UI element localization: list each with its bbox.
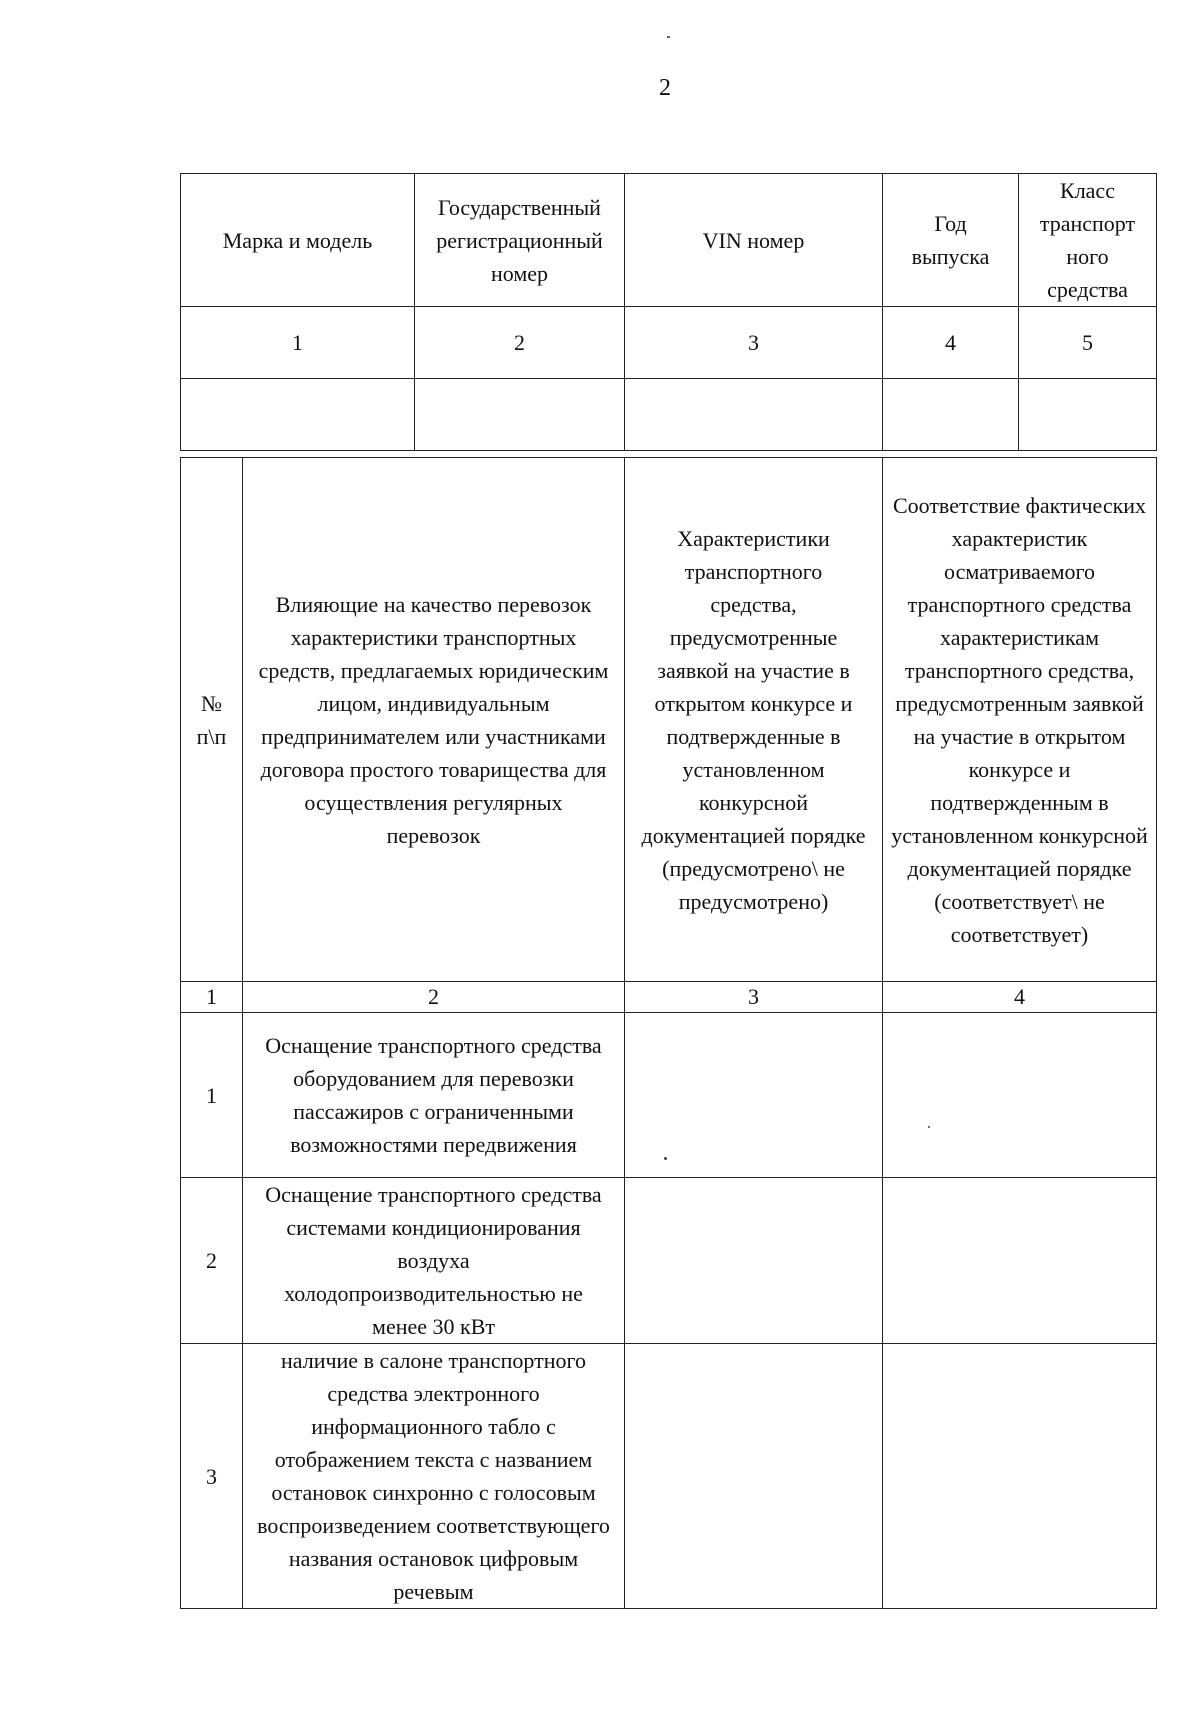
scan-dot [928, 1126, 930, 1128]
characteristics-number-row [181, 982, 1157, 1013]
column-number: 4 [883, 307, 1019, 379]
characteristic-text: Оснащение транспортного средства системами кондиционирования воздуха холодопроизводительностью не менее 30 кВт [243, 1178, 625, 1344]
characteristics-header-row [181, 458, 1157, 982]
header-provided-characteristics: Характеристики транспортного средства, предусмотренные заявкой на участие в открытом конкурсе и подтвержденные в установленном конкурсной документацией порядке (предусмотрено\ не предусмотрено) [625, 458, 883, 982]
table-row [181, 1178, 1157, 1344]
vehicle-table [180, 173, 1157, 451]
column-number: 5 [1019, 307, 1157, 379]
provided-cell [625, 1178, 883, 1344]
scan-dot [664, 1157, 667, 1160]
vehicle-table-blank-row [181, 379, 1157, 451]
blank-cell [625, 379, 883, 451]
compliance-cell [883, 1013, 1157, 1178]
provided-cell [625, 1344, 883, 1609]
table-row [181, 1013, 1157, 1178]
column-number: 2 [415, 307, 625, 379]
scan-speck [667, 36, 670, 38]
compliance-cell [883, 1178, 1157, 1344]
blank-cell [415, 379, 625, 451]
vehicle-table-header-row [181, 174, 1157, 307]
page-number: 2 [659, 75, 671, 101]
vehicle-table-number-row [181, 307, 1157, 379]
characteristics-table [180, 457, 1157, 1609]
compliance-cell [883, 1344, 1157, 1609]
header-registration-number: Государственный регистрационный номер [415, 174, 625, 307]
provided-cell [625, 1013, 883, 1178]
column-number: 4 [883, 982, 1157, 1013]
characteristic-text: наличие в салоне транспортного средства электронного информационного табло с отображением текста с названием остановок синхронно с голосовым воспроизведением соответствующего названия остановок цифровым речевым [243, 1344, 625, 1609]
header-year: Год выпуска [883, 174, 1019, 307]
header-compliance: Соответствие фактических характеристик осматриваемого транспортного средства характеристикам транспортного средства, предусмотренным заявкой на участие в открытом конкурсе и подтвержденным в установленном конкурсной документацией порядке (соответствует\ не соответствует) [883, 458, 1157, 982]
header-influencing-characteristics: Влияющие на качество перевозок характеристики транспортных средств, предлагаемых юридическим лицом, индивидуальным предпринимателем или участниками договора простого товарищества для осуществления регулярных перевозок [243, 458, 625, 982]
blank-cell [883, 379, 1019, 451]
row-number: 3 [181, 1344, 243, 1609]
header-vin: VIN номер [625, 174, 883, 307]
header-make-model: Марка и модель [181, 174, 415, 307]
column-number: 3 [625, 982, 883, 1013]
table-row [181, 1344, 1157, 1609]
column-number: 1 [181, 982, 243, 1013]
header-row-number: № п\п [181, 458, 243, 982]
row-number: 1 [181, 1013, 243, 1178]
blank-cell [1019, 379, 1157, 451]
characteristic-text: Оснащение транспортного средства оборудованием для перевозки пассажиров с ограниченными возможностями передвижения [243, 1013, 625, 1178]
column-number: 2 [243, 982, 625, 1013]
column-number: 1 [181, 307, 415, 379]
blank-cell [181, 379, 415, 451]
row-number: 2 [181, 1178, 243, 1344]
header-vehicle-class: Класс транспорт ного средства [1019, 174, 1157, 307]
column-number: 3 [625, 307, 883, 379]
